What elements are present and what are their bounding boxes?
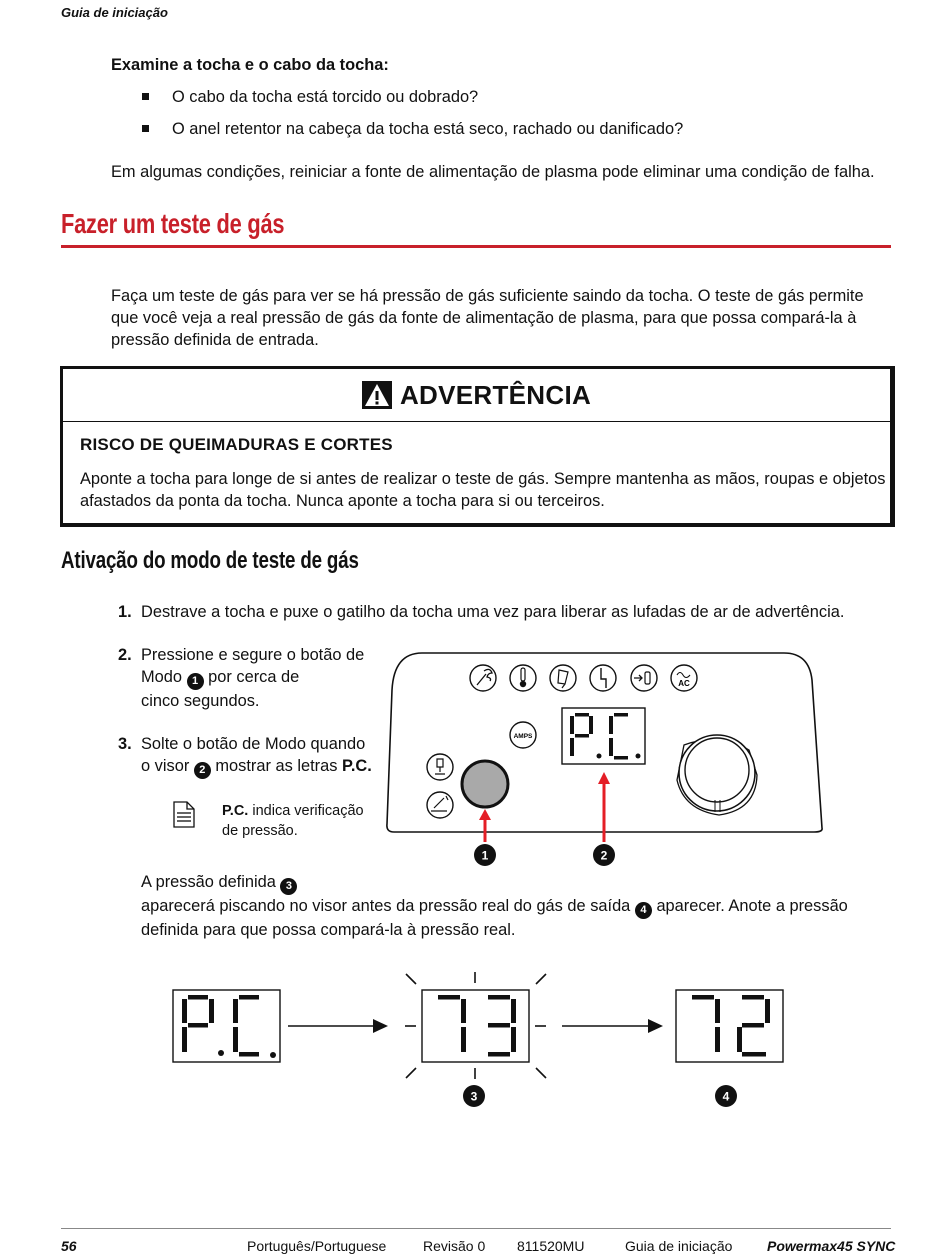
display-pc [173, 990, 280, 1062]
step-text: Destrave a tocha e puxe o gatilho da tocha uma vez para liberar as lufadas de ar de advertência. [141, 603, 845, 621]
pressure-paragraph [141, 871, 901, 941]
step-text-bold: P.C. [342, 757, 372, 775]
warning-header [63, 369, 890, 422]
step-text: Solte o botão de Modo quando [141, 735, 366, 753]
note-bold: P.C. [222, 803, 249, 819]
display-73-blinking [405, 972, 546, 1079]
callout-number: 2 [600, 848, 608, 863]
step-text: Modo [141, 668, 183, 686]
callout-badge: 4 [635, 902, 652, 919]
footer-rule [61, 1228, 891, 1229]
callout-number: 3 [470, 1089, 478, 1104]
footer-guide-title: Guia de iniciação [625, 1238, 733, 1254]
sequence-arrow [288, 1019, 388, 1033]
torch-cap-icon [550, 665, 576, 691]
subsection-title: Ativação do modo de teste de gás [61, 547, 359, 574]
running-head: Guia de iniciação [61, 5, 168, 20]
note-rest: indica verificação [252, 803, 364, 819]
torch-mode-icon [427, 754, 453, 780]
callout-badge-4 [715, 1085, 737, 1107]
step-number: 3. [118, 735, 132, 753]
callout-badge-2 [593, 844, 615, 866]
warning-title: ADVERTÊNCIA [399, 379, 592, 410]
control-panel-diagram [384, 650, 826, 870]
callout-badge: 3 [280, 878, 297, 895]
note-text [222, 801, 382, 841]
sequence-arrow [562, 1019, 663, 1033]
section-intro: Faça um teste de gás para ver se há pressão de gás suficiente saindo da tocha. O teste de gás permite que você veja a real pressão de gás da fonte de alimentação de plasma, para que possa compará-la à pressão definida de entrada. [111, 287, 864, 349]
warning-box [60, 366, 895, 527]
amps-label: AMPS [513, 733, 533, 740]
examine-heading: Examine a tocha e o cabo da tocha: [111, 56, 389, 74]
footer-page-number: 56 [61, 1238, 77, 1254]
warning-body: Aponte a tocha para longe de si antes de realizar o teste de gás. Sempre mantenha as mãos, roupas e objetos afastados da ponta da tocha. Nunca aponte a tocha para si ou terceiros. [80, 470, 886, 510]
amps-button[interactable] [510, 722, 536, 748]
step-text: o visor [141, 757, 190, 775]
pressure-text: definida para que possa compará-la à pressão real. [141, 921, 516, 939]
callout-badge-1 [474, 844, 496, 866]
gouge-mode-icon [427, 792, 453, 818]
warning-subtitle: RISCO DE QUEIMADURAS E CORTES [80, 435, 393, 454]
footer-language: Português/Portuguese [247, 1238, 387, 1254]
bullet-item [142, 86, 912, 108]
pressure-text: aparecer. Anote a pressão [656, 897, 848, 915]
pressure-text: aparecerá piscando no visor antes da pressão real do gás de saída [141, 897, 631, 915]
step-number: 1. [118, 603, 132, 621]
ac-icon [671, 665, 697, 691]
panel-display [562, 708, 645, 764]
callout-badge: 1 [187, 673, 204, 690]
gas-pressure-icon [631, 665, 657, 691]
callout-number: 4 [722, 1089, 730, 1104]
step-text: mostrar as letras [215, 757, 338, 775]
note-line2: de pressão. [222, 823, 298, 839]
footer-revision: Revisão 0 [423, 1238, 486, 1254]
step-text: cinco segundos. [141, 692, 260, 710]
bullet-text: O cabo da tocha está torcido ou dobrado? [172, 88, 479, 106]
callout-badge: 2 [194, 762, 211, 779]
mode-button[interactable] [462, 761, 508, 807]
pressure-text: A pressão definida [141, 873, 276, 891]
step-text: Pressione e segure o botão de [141, 646, 365, 664]
thermometer-icon [510, 665, 536, 691]
footer-product-name: Powermax45 SYNC [767, 1238, 896, 1254]
lightning-icon [590, 665, 616, 691]
section-rule [61, 245, 891, 248]
reset-note: Em algumas condições, reiniciar a fonte de alimentação de plasma pode eliminar uma condição de falha. [111, 163, 875, 181]
step-number: 2. [118, 646, 132, 664]
bullet-text: O anel retentor na cabeça da tocha está seco, rachado ou danificado? [172, 120, 684, 138]
callout-badge-3 [463, 1085, 485, 1107]
display-72 [676, 990, 783, 1062]
footer-part-number: 811520MU [517, 1238, 585, 1254]
bullet-marker [142, 93, 149, 100]
display-sequence-diagram [170, 965, 790, 1115]
step-text: por cerca de [208, 668, 300, 686]
callout-number: 1 [481, 848, 489, 863]
note-icon [173, 801, 195, 828]
bullet-marker [142, 125, 149, 132]
ac-label: AC [678, 679, 690, 688]
section-title: Fazer um teste de gás [61, 208, 285, 239]
bullet-item [142, 118, 912, 140]
wrench-icon [470, 665, 496, 691]
warning-icon [362, 381, 392, 409]
